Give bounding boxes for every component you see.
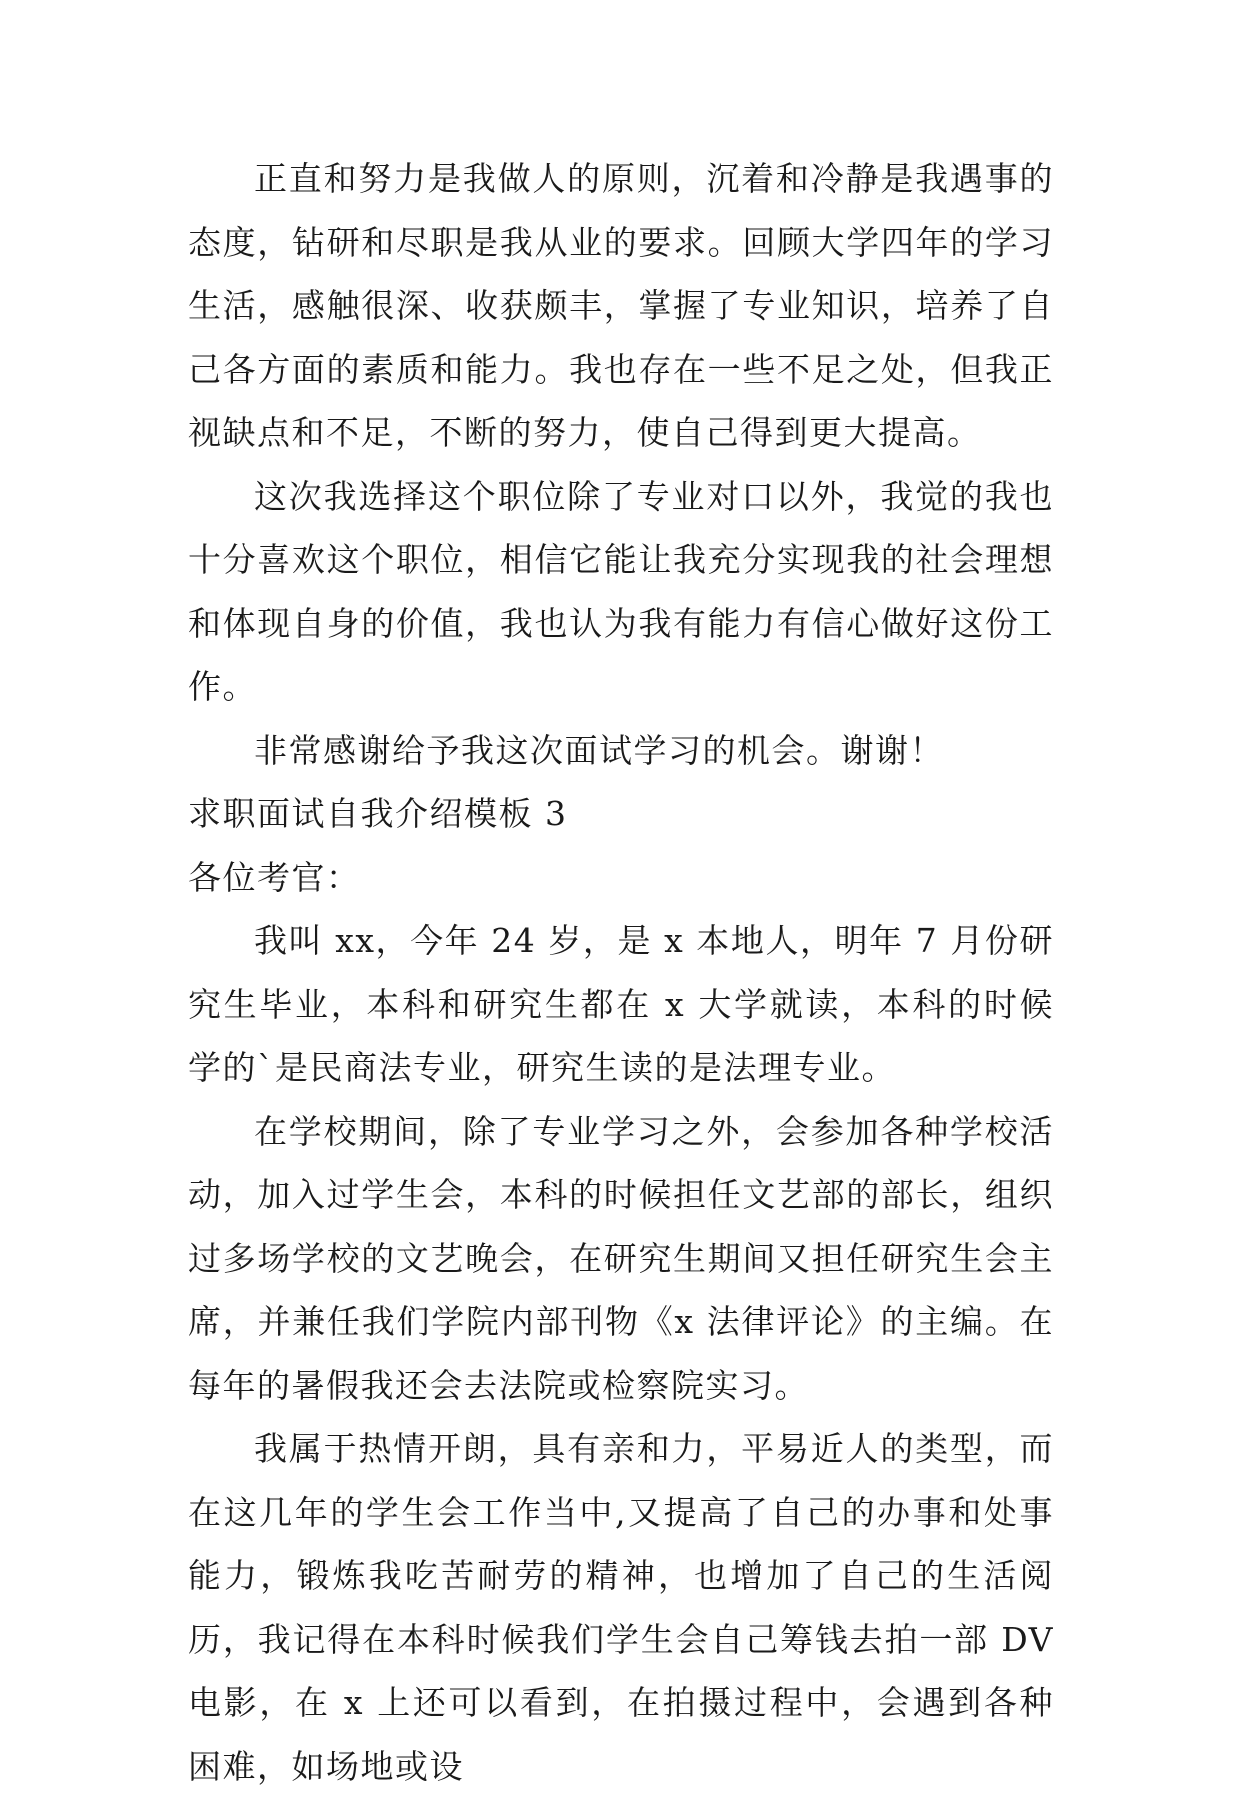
paragraph-thanks: 非常感谢给予我这次面试学习的机会。谢谢！ xyxy=(254,730,944,770)
document-body xyxy=(188,147,1054,1798)
paragraph-self-intro: 我叫 xx，今年 24 岁，是 x 本地人，明年 7 月份研究生毕业，本科和研究生都在 x 大学就读，本科的时候学的`是民商法专业，研究生读的是法理专业。 xyxy=(188,921,1054,1087)
paragraph-principles: 正直和努力是我做人的原则，沉着和冷静是我遇事的态度，钻研和尽职是我从业的要求。回顾大学四年的学习生活，感触很深、收获颇丰，掌握了专业知识，培养了自己各方面的素质和能力。我也存在一些不足之处，但我正视缺点和不足，不断的努力，使自己得到更大提高。 xyxy=(188,159,1054,452)
paragraph-personality: 我属于热情开朗，具有亲和力，平易近人的类型，而在这几年的学生会工作当中,又提高了自己的办事和处事能力，锻炼我吃苦耐劳的精神，也增加了自己的生活阅历，我记得在本科时候我们学生会自己筹钱去拍一部 DV 电影，在 x 上还可以看到，在拍摄过程中，会遇到各种困难，如场地或设 xyxy=(188,1429,1054,1786)
paragraph-school-activities: 在学校期间，除了专业学习之外，会参加各种学校活动，加入过学生会，本科的时候担任文艺部的部长，组织过多场学校的文艺晚会，在研究生期间又担任研究生会主席，并兼任我们学院内部刊物《x 法律评论》的主编。在每年的暑假我还会去法院或检察院实习。 xyxy=(188,1111,1054,1405)
section-title: 求职面试自我介绍模板 3 xyxy=(188,794,568,833)
paragraph-position-choice: 这次我选择这个职位除了专业对口以外，我觉的我也十分喜欢这个职位，相信它能让我充分实现我的社会理想和体现自身的价值，我也认为我有能力有信心做好这份工作。 xyxy=(188,476,1054,706)
salutation: 各位考官： xyxy=(188,857,361,897)
